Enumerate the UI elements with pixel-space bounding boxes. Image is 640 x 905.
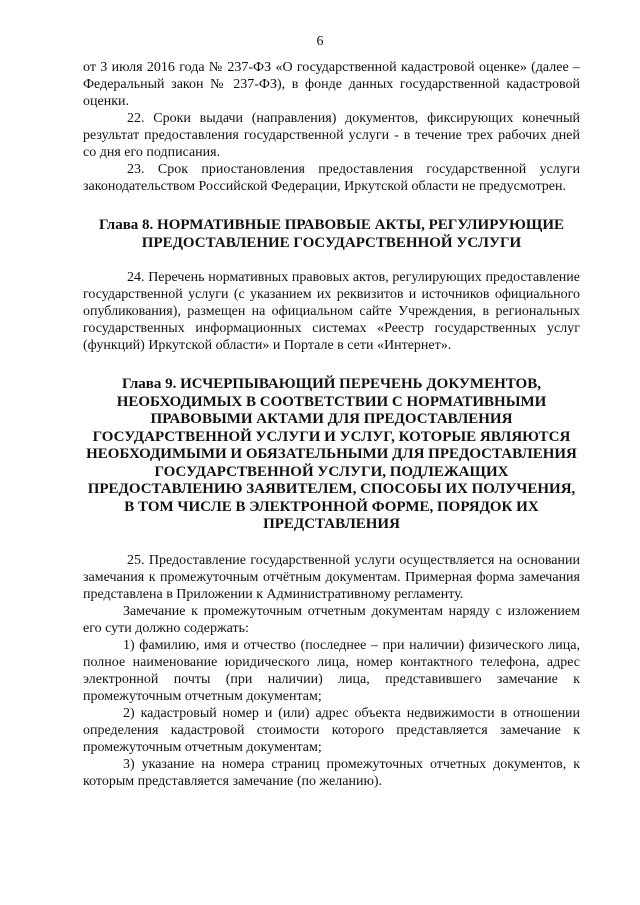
paragraph-23: 23. Срок приостановления предоставления государственной услуги законодательством Российской Федерации, Иркутской области не предусмотрен. (83, 162, 580, 194)
chapter-8-heading: Глава 8. НОРМАТИВНЫЕ ПРАВОВЫЕ АКТЫ, РЕГУЛИРУЮЩИЕ ПРЕДОСТАВЛЕНИЕ ГОСУДАРСТВЕННОЙ УСЛУГИ (98, 217, 565, 251)
paragraph-24: 24. Перечень нормативных правовых актов, регулирующих предоставление государственной услуги (с указанием их реквизитов и источников официального опубликования), размещен на официальном сайте Учреждения, в региональных государственных информационных системах «Реестр государственных услуг (функций) Иркутской области» и Портале в сети «Интернет». (83, 270, 580, 353)
chapter-9-heading: Глава 9. ИСЧЕРПЫВАЮЩИЙ ПЕРЕЧЕНЬ ДОКУМЕНТОВ, НЕОБХОДИМЫХ В СООТВЕТСТВИИ С НОРМАТИВНЫМИ ПРАВОВЫМИ АКТАМИ ДЛЯ ПРЕДОСТАВЛЕНИЯ ГОСУДАРСТВЕННОЙ УСЛУГИ И УСЛУГ, КОТОРЫЕ ЯВЛЯЮТСЯ НЕОБХОДИМЫМИ И ОБЯЗАТЕЛЬНЫМИ ДЛЯ ПРЕДОСТАВЛЕНИЯ ГОСУДАРСТВЕННОЙ УСЛУГИ, ПОДЛЕЖАЩИХ ПРЕДОСТАВЛЕНИЮ ЗАЯВИТЕЛЕМ, СПОСОБЫ ИХ ПОЛУЧЕНИЯ, В ТОМ ЧИСЛЕ В ЭЛЕКТРОННОЙ ФОРМЕ, ПОРЯДОК ИХ ПРЕДСТАВЛЕНИЯ (86, 376, 577, 532)
paragraph-22: 22. Сроки выдачи (направления) документов, фиксирующих конечный результат предоставления государственной услуги - в течение трех рабочих дней со дня его подписания. (83, 111, 580, 160)
document-body (83, 59, 580, 790)
paragraph-continuation: от 3 июля 2016 года № 237-ФЗ «О государственной кадастровой оценке» (далее – Федеральный закон № 237-ФЗ), в фонде данных государственной кадастровой оценки. (83, 60, 580, 109)
list-item: 1) фамилию, имя и отчество (последнее – при наличии) физического лица, полное наименование юридического лица, номер контактного телефона, адрес электронной почты (при наличии) лица, представившего замечание к промежуточным отчетным документам; (83, 637, 580, 704)
paragraph-25: 25. Предоставление государственной услуги осуществляется на основании замечания к промежуточным отчётным документам. Примерная форма замечания представлена в Приложении к Административному регламенту. (83, 552, 580, 602)
list-item: 2) кадастровый номер и (или) адрес объекта недвижимости в отношении определения кадастровой стоимости которого представляется замечание к промежуточным отчетным документам; (83, 705, 580, 755)
paragraph-remark-requirements: Замечание к промежуточным отчетным документам наряду с изложением его сути должно содержать: (83, 603, 580, 636)
page-number: 6 (316, 34, 324, 49)
list-item: 3) указание на номера страниц промежуточных отчетных документов, к которым представляется замечание (по желанию). (83, 756, 580, 789)
